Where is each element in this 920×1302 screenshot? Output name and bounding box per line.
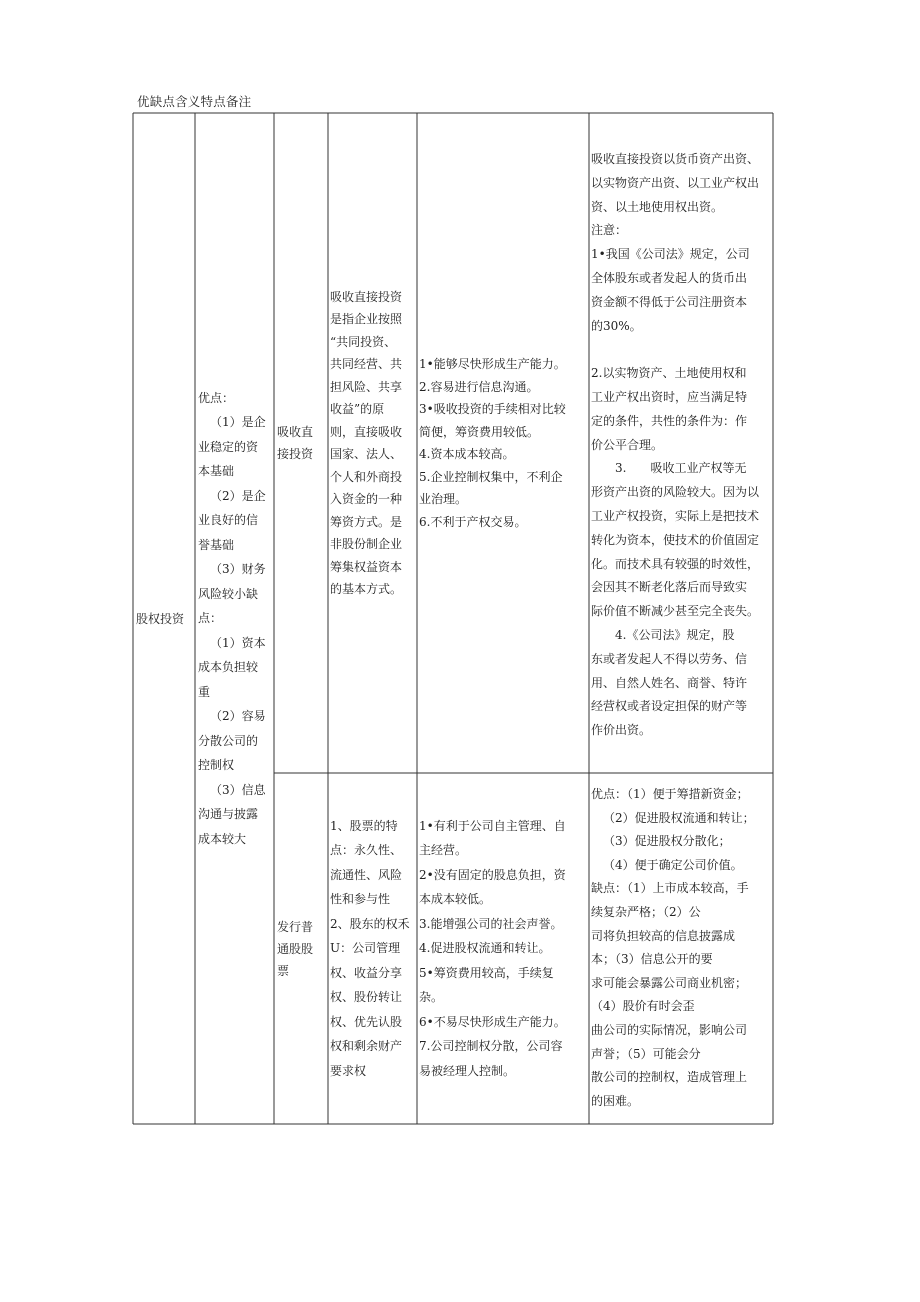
definition-line: 的基本方式。	[330, 582, 403, 596]
definition-line: 性和参与性	[330, 892, 391, 907]
note-line	[591, 338, 773, 362]
definition-line: 个人和外商投	[330, 469, 403, 484]
definition-line: 要求权	[330, 1063, 367, 1078]
note-line: 定的条件，共性的条件为：作	[591, 413, 748, 428]
note-line: 作价出资。	[591, 723, 652, 738]
note-line: 曲公司的实际情况，影响公司	[591, 1022, 748, 1037]
feature-line: 1•有利于公司自主管理、自	[419, 818, 566, 833]
definition-line: 2、股东的权禾	[330, 916, 410, 931]
table-header-text: 优缺点含义特点备注	[137, 94, 252, 109]
feature-line: 3•吸收投资的手续相对比较	[419, 402, 566, 416]
note-line: （4）股价有时会歪	[591, 999, 695, 1014]
method-line: 接投资	[277, 447, 314, 461]
definition-line: 筹集权益资本	[330, 559, 403, 574]
note-line: 注意：	[591, 223, 628, 238]
note-line: 以实物资产出资、以工业产权出	[591, 175, 760, 190]
feature-line: 4.资本成本较高。	[419, 447, 515, 461]
feature-line: 本成本较低。	[419, 892, 492, 907]
pros-cons-line: （3）财务	[210, 562, 266, 577]
features-cell-common-stock	[419, 773, 587, 1124]
method-cell-common-stock	[277, 773, 327, 1124]
definition-cell-direct-investment	[330, 113, 416, 773]
note-line: 际价值不断减少甚至完全丧失。	[591, 604, 760, 619]
notes-cell-common-stock	[591, 783, 773, 1113]
note-line: （4）便于确定公司价值。	[603, 857, 743, 872]
note-line: 本；（3）信息公开的要	[591, 952, 713, 967]
note-line: 工业产权出资时，应当满足特	[591, 389, 748, 404]
note-line: 会因其不断老化落后而导致实	[591, 580, 748, 595]
pros-cons-line: 成本负担较	[198, 660, 259, 675]
notes-cell-direct-investment	[591, 148, 773, 743]
pros-cons-line: 本基础	[198, 464, 235, 479]
note-line: 1•我国《公司法》规定，公司	[591, 247, 750, 262]
definition-line: “共同投资、	[330, 334, 397, 349]
note-line: 续复杂严格；（2）公	[591, 904, 701, 919]
note-line: 的30%。	[591, 318, 642, 333]
feature-line: 简便，筹资费用较低。	[419, 424, 540, 439]
pros-cons-line: 分散公司的	[198, 733, 259, 748]
note-line: 全体股东或者发起人的货币出	[591, 270, 748, 285]
note-line: 4.《公司法》规定，股	[615, 627, 735, 642]
pros-cons-line: 业稳定的资	[198, 439, 259, 454]
feature-line: 易被经理人控制。	[419, 1063, 516, 1078]
method-line: 发行普	[277, 919, 314, 934]
definition-line: 非股份制企业	[330, 537, 403, 551]
definition-line: 共同经营、共	[330, 357, 403, 371]
pros-cons-line: （1）资本	[210, 635, 266, 650]
note-line: 形资产出资的风险较大。因为以	[591, 485, 760, 500]
definition-line: 国家、法人、	[330, 447, 403, 461]
feature-line: 业治理。	[419, 492, 468, 506]
note-line: 声誉；（5）可能会分	[591, 1046, 701, 1061]
definition-line: 权和剩余财产	[330, 1039, 403, 1054]
pros-cons-line: 点：	[198, 611, 223, 626]
feature-line: 2.容易进行信息沟通。	[419, 379, 539, 394]
definition-line: 1、股票的特	[330, 818, 398, 833]
pros-cons-line: 优点：	[198, 390, 235, 405]
note-line: 缺点：（1）上市成本较高，手	[591, 881, 749, 896]
note-line: 经营权或者设定担保的财产等	[591, 699, 748, 714]
pros-cons-line: （3）信息	[210, 782, 266, 797]
method-line: 通股股	[277, 941, 314, 956]
note-line: 用、自然人姓名、商誉、特许	[591, 675, 748, 690]
pros-cons-line: （2）容易	[210, 709, 266, 724]
feature-line: 5•筹资费用较高，手续复	[419, 965, 554, 980]
note-line: 3. 吸收工业产权等无	[615, 461, 747, 476]
feature-line: 主经营。	[419, 843, 468, 858]
note-line: 优点：（1）便于筹措新资金；	[591, 787, 749, 801]
features-cell-direct-investment	[419, 113, 587, 773]
definition-line: 担风险、共享	[330, 379, 403, 394]
category-cell	[136, 113, 193, 1124]
note-line: 东或者发起人不得以劳务、信	[591, 651, 748, 666]
definition-line: 则，直接吸收	[330, 424, 403, 439]
definition-line: 权、收益分享	[330, 965, 403, 980]
note-line: （3）促进股权分散化；	[603, 834, 731, 849]
note-line: 资金额不得低于公司注册资本	[591, 294, 748, 309]
definition-line: 筹资方式。是	[330, 514, 403, 529]
definition-line: 是指企业按照	[330, 312, 403, 326]
feature-line: 6.不利于产权交易。	[419, 514, 527, 529]
feature-line: 5.企业控制权集中，不利企	[419, 469, 563, 484]
note-line: 资、以土地使用权出资。	[591, 199, 724, 214]
definition-cell-common-stock	[330, 773, 416, 1124]
note-line: 的困难。	[591, 1093, 640, 1108]
definition-line: 流通性、风险	[330, 867, 403, 882]
method-line: 吸收直	[277, 425, 314, 439]
note-line: 工业产权投资，实际上是把技术	[591, 508, 760, 523]
feature-line: 1•能够尽快形成生产能力。	[419, 357, 566, 371]
note-line: 吸收直接投资以货币资产出资、	[591, 152, 760, 166]
note-line: 价公平合理。	[591, 437, 664, 452]
pros-cons-cell	[198, 113, 272, 1124]
pros-cons-line: 沟通与披露	[198, 807, 259, 822]
pros-cons-line: 控制权	[198, 758, 235, 773]
category-label: 股权投资	[136, 611, 185, 626]
feature-line: 6•不易尽快形成生产能力。	[419, 1014, 566, 1029]
note-line: 散公司的控制权，造成管理上	[591, 1070, 748, 1085]
definition-line: 吸收直接投资	[330, 289, 403, 304]
definition-line: 点：永久性、	[330, 843, 403, 858]
pros-cons-text	[198, 386, 272, 852]
note-line: 2.以实物资产、土地使用权和	[591, 366, 747, 381]
pros-cons-line: 重	[198, 684, 211, 699]
definition-line: 入资金的一种	[330, 492, 403, 506]
definition-line: 权、股份转让	[330, 990, 403, 1005]
note-line: （2）促进股权流通和转让；	[603, 810, 755, 825]
note-line: 转化为资本，使技术的价值固定	[591, 532, 760, 547]
feature-line: 3.能增强公司的社会声誉。	[419, 916, 563, 931]
definition-line: U：公司管理	[330, 941, 401, 956]
definition-line: 权、优先认股	[330, 1014, 403, 1029]
pros-cons-line: 业良好的信	[198, 513, 259, 528]
feature-line: 4.促进股权流通和转让。	[419, 941, 551, 956]
pros-cons-line: 风险较小缺	[198, 586, 259, 601]
note-line: 求可能会暴露公司商业机密；	[591, 975, 748, 990]
definition-line: 收益”的原	[330, 402, 385, 416]
pros-cons-line: 成本较大	[198, 831, 247, 846]
pros-cons-line: （2）是企	[210, 488, 266, 503]
feature-line: 7.公司控制权分散，公司容	[419, 1039, 563, 1054]
method-cell-direct-investment	[277, 113, 327, 773]
feature-line: 2•没有固定的股息负担，资	[419, 867, 566, 882]
feature-line: 杂。	[419, 990, 444, 1005]
method-line: 票	[277, 963, 290, 978]
pros-cons-line: 誉基础	[198, 537, 235, 552]
pros-cons-line: （1）是企	[210, 415, 266, 430]
note-line: 司将负担较高的信息披露成	[591, 928, 736, 943]
note-line: 化。而技术具有较强的时效性，	[591, 556, 760, 571]
